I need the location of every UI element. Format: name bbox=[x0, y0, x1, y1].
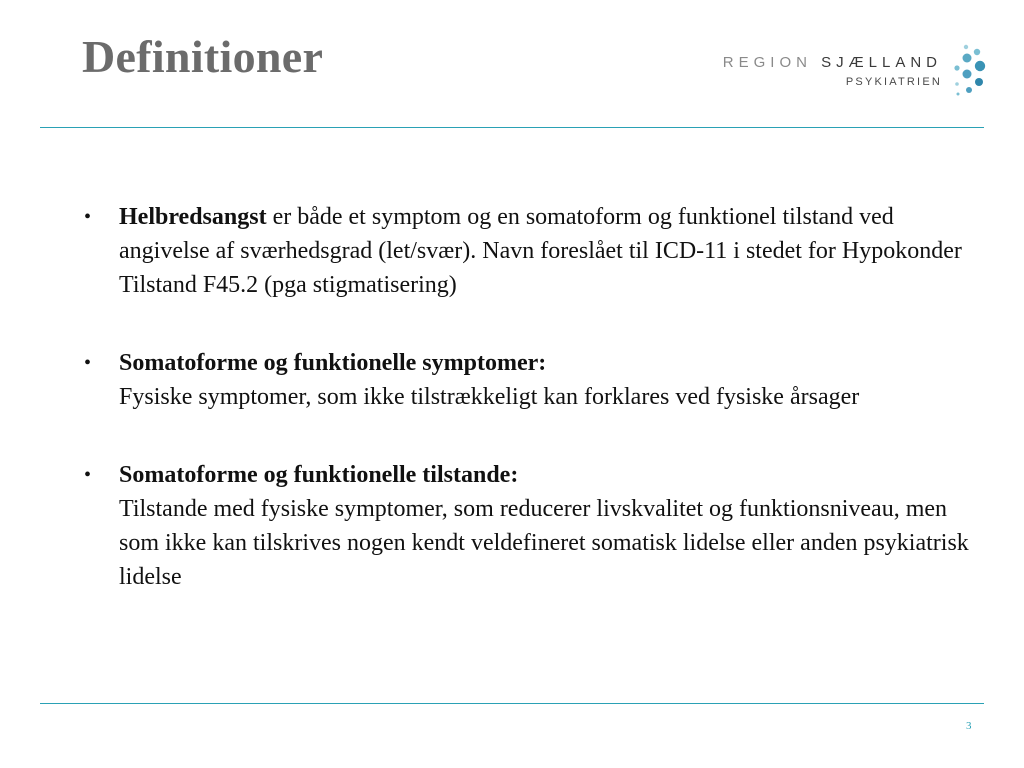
bullet-dot-icon: • bbox=[84, 464, 92, 486]
bullet-dot-icon: • bbox=[84, 352, 92, 374]
logo-subtitle: PSYKIATRIEN bbox=[845, 76, 942, 88]
slide-body bbox=[84, 200, 989, 594]
logo-dots-icon bbox=[944, 44, 990, 100]
logo-name-text: SJÆLLAND bbox=[821, 54, 942, 71]
logo-region-text: REGION bbox=[722, 54, 822, 71]
bullet-term: Somatoforme og funktionelle tilstande: bbox=[119, 462, 519, 488]
bullet-text: Tilstande med fysiske symptomer, som reducerer livskvalitet og funktionsniveau, men som ikke kan tilskrives nogen kendt veldefineret somatisk lidelse eller anden psykiatrisk lidelse bbox=[119, 496, 969, 590]
bullet-somatoforme-symptomer bbox=[84, 346, 989, 414]
bullet-dot-icon: • bbox=[84, 206, 92, 228]
bullet-text: er både et symptom og en somatoform og funktionel tilstand ved angivelse af sværhedsgrad (let/svær). Navn foreslået til ICD-11 i stedet for Hypokonder Tilstand F45.2 (pga stigmatisering) bbox=[119, 204, 962, 298]
bullet-helbredsangst bbox=[84, 200, 989, 302]
bullet-somatoforme-tilstande bbox=[84, 458, 989, 594]
page-number: 3 bbox=[966, 720, 972, 732]
page-title: Definitioner bbox=[82, 31, 324, 82]
bullet-term: Somatoforme og funktionelle symptomer: bbox=[119, 350, 547, 376]
footer-divider bbox=[40, 703, 984, 704]
header-divider bbox=[40, 127, 984, 128]
region-sjaelland-logo bbox=[720, 44, 990, 100]
bullet-term: Helbredsangst bbox=[119, 204, 267, 230]
logo-wordmark bbox=[723, 54, 942, 71]
bullet-text: Fysiske symptomer, som ikke tilstrækkeligt kan forklares ved fysiske årsager bbox=[119, 384, 860, 410]
